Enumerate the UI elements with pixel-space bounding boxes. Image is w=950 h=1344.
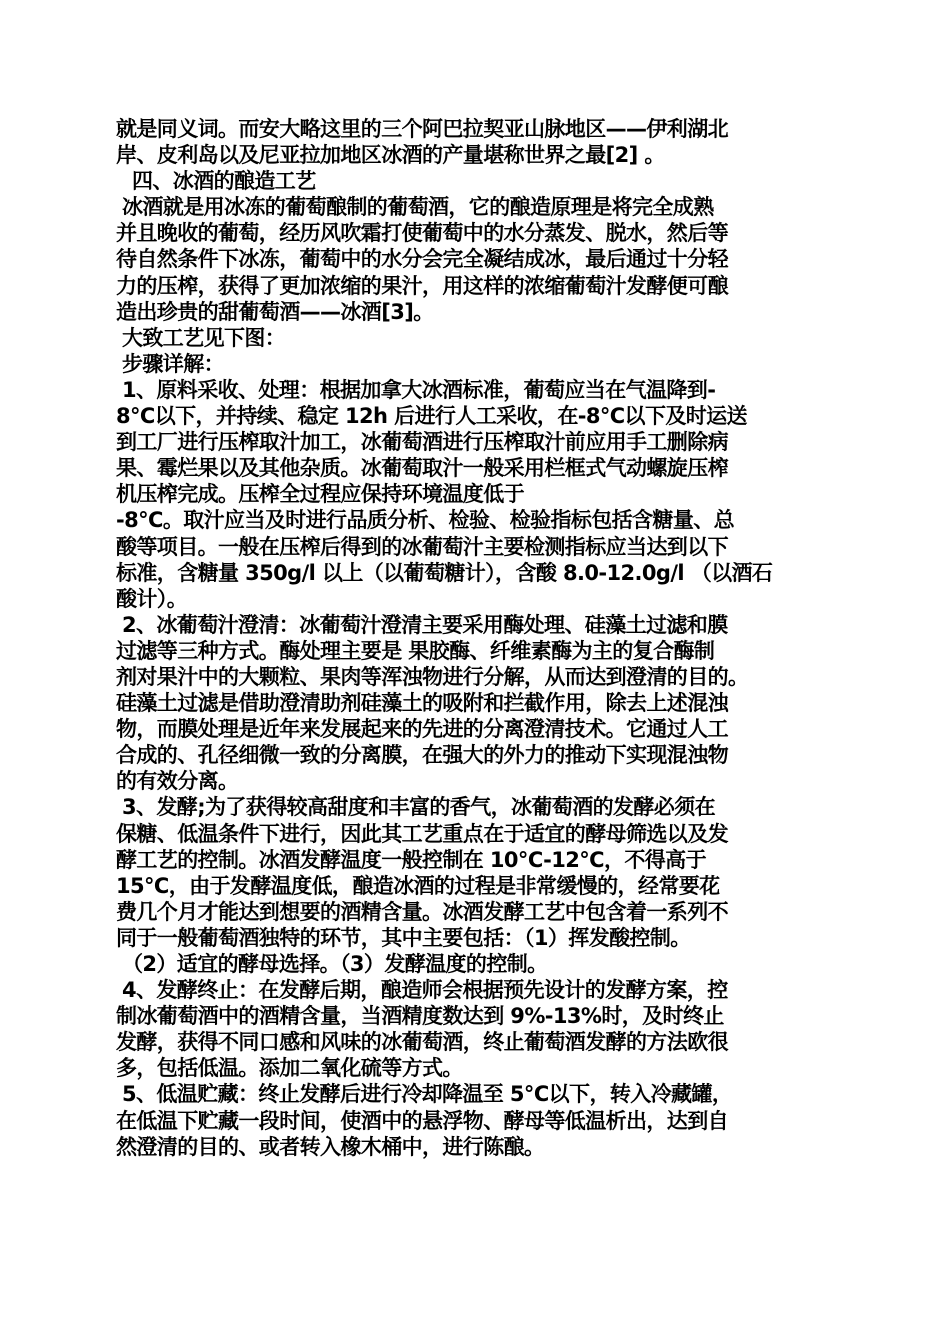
text-line: 制冰葡萄酒中的酒精含量，当酒精度数达到 9%-13%时，及时终止 [116, 1004, 724, 1029]
text-line: 步骤详解： [122, 351, 224, 376]
text-line: 费几个月才能达到想要的酒精含量。冰酒发酵工艺中包含着一系列不 [116, 899, 728, 924]
text-line: 并且晚收的葡萄，经历风吹霜打使葡萄中的水分蒸发、脱水，然后等 [116, 221, 728, 246]
text-line: 1、原料采收、处理：根据加拿大冰酒标准，葡萄应当在气温降到- [122, 377, 716, 402]
text-line: 标准，含糖量 350g/l 以上（以葡萄糖计），含酸 8.0-12.0g/l （以酒石 [116, 560, 773, 585]
text-line: 硅藻土过滤是借助澄清助剂硅藻土的吸附和拦截作用，除去上述混浊 [116, 691, 728, 716]
text-line: 2、冰葡萄汁澄清：冰葡萄汁澄清主要采用酶处理、硅藻土过滤和膜 [122, 612, 728, 637]
text-line: 到工厂进行压榨取汁加工，冰葡萄酒进行压榨取汁前应用手工删除病 [116, 430, 728, 455]
section-heading: 四、冰酒的酿造工艺 [132, 169, 316, 194]
text-line: 15°C，由于发酵温度低，酿造冰酒的过程是非常缓慢的，经常要花 [116, 873, 720, 898]
text-line: 造出珍贵的甜葡萄酒——冰酒[3]。 [116, 299, 434, 324]
text-line: 冰酒就是用冰冻的葡萄酿制的葡萄酒，它的酿造原理是将完全成熟 [122, 195, 714, 220]
text-line: 就是同义词。而安大略这里的三个阿巴拉契亚山脉地区——伊利湖北 [116, 117, 728, 141]
text-line: 的有效分离。 [116, 769, 239, 794]
text-line: 4、发酵终止：在发酵后期，酿造师会根据预先设计的发酵方案，控 [122, 978, 728, 1003]
text-line: 合成的、孔径细微一致的分离膜，在强大的外力的推动下实现混浊物 [116, 743, 728, 768]
text-line: （2）适宜的酵母选择。（3）发酵温度的控制。 [122, 952, 548, 976]
text-line: 酸计）。 [116, 586, 188, 611]
text-line: 保糖、低温条件下进行，因此其工艺重点在于适宜的酵母筛选以及发 [116, 821, 728, 846]
text-line: 发酵，获得不同口感和风味的冰葡萄酒，终止葡萄酒发酵的方法欧很 [116, 1030, 728, 1055]
text-line: 8°C以下，并持续、稳定 12h 后进行人工采收，在-8°C以下及时运送 [116, 404, 747, 429]
text-line: 大致工艺见下图： [122, 325, 286, 350]
document-body [116, 116, 846, 1160]
text-line: 待自然条件下冰冻，葡萄中的水分会完全凝结成冰，最后通过十分轻 [116, 247, 728, 272]
text-line: 机压榨完成。压榨全过程应保持环境温度低于 [116, 482, 524, 507]
text-line: 岸、皮利岛以及尼亚拉加地区冰酒的产量堪称世界之最[2] 。 [116, 143, 665, 168]
text-line: 然澄清的目的、或者转入橡木桶中，进行陈酿。 [116, 1134, 545, 1159]
text-line: 过滤等三种方式。酶处理主要是 果胶酶、纤维素酶为主的复合酶制 [116, 638, 715, 663]
text-line: -8°C。取汁应当及时进行品质分析、检验、检验指标包括含糖量、总 [116, 508, 735, 533]
text-line: 物，而膜处理是近年来发展起来的先进的分离澄清技术。它通过人工 [116, 717, 728, 742]
text-line: 在低温下贮藏一段时间，使酒中的悬浮物、酵母等低温析出，达到自 [116, 1108, 728, 1133]
text-line: 多，包括低温。添加二氧化硫等方式。 [116, 1056, 463, 1081]
text-line: 力的压榨，获得了更加浓缩的果汁，用这样的浓缩葡萄汁发酵便可酿 [116, 273, 728, 298]
text-line: 同于一般葡萄酒独特的环节，其中主要包括：（1）挥发酸控制。 [116, 925, 691, 950]
text-line: 果、霉烂果以及其他杂质。冰葡萄取汁一般采用栏框式气动螺旋压榨 [116, 456, 728, 481]
text-line: 酸等项目。一般在压榨后得到的冰葡萄汁主要检测指标应当达到以下 [116, 534, 728, 559]
text-line: 3、发酵;为了获得较高甜度和丰富的香气，冰葡萄酒的发酵必须在 [122, 795, 716, 820]
text-line: 酵工艺的控制。冰酒发酵温度一般控制在 10°C-12°C，不得高于 [116, 847, 706, 872]
text-line: 剂对果汁中的大颗粒、果肉等浑浊物进行分解，从而达到澄清的目的。 [116, 664, 749, 689]
text-line: 5、低温贮藏：终止发酵后进行冷却降温至 5°C以下，转入冷藏罐， [122, 1082, 733, 1107]
